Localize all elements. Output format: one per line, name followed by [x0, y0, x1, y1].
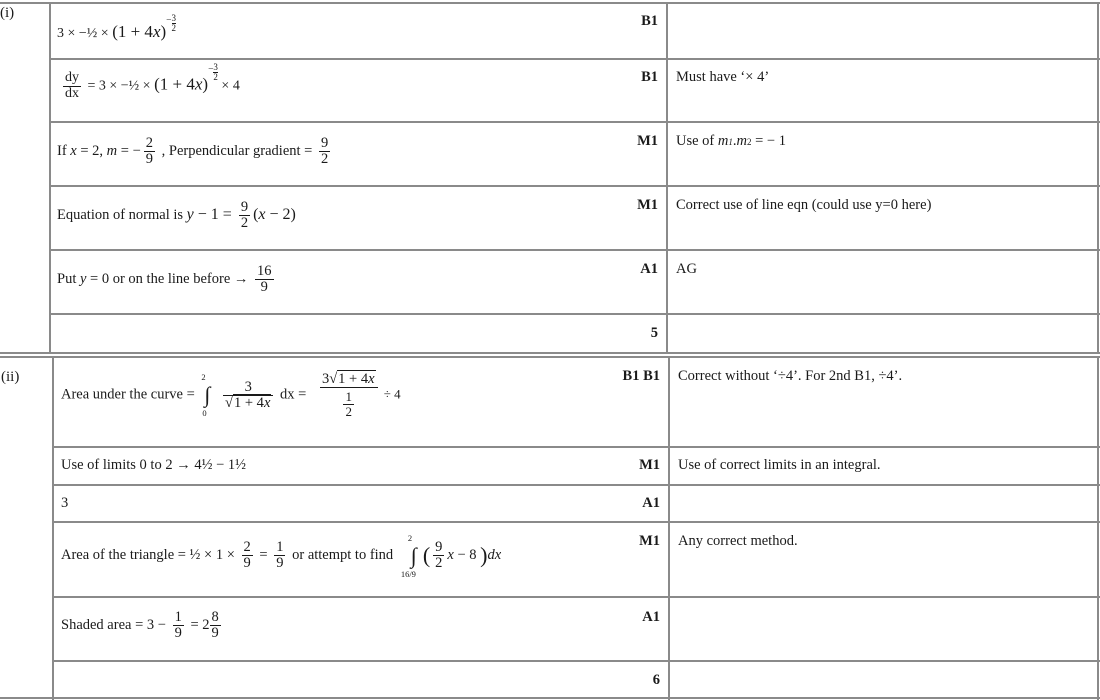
mark-cell: M1: [639, 533, 660, 549]
table-rule: [0, 697, 1100, 699]
integral-sign: 2 ∫ 0: [201, 372, 211, 419]
table-rule: [668, 356, 670, 700]
table-rule: [0, 2, 1100, 4]
mark-cell: M1: [637, 197, 658, 213]
working-row-3: If x = 2, m = − $\frac{2}{9}$ , Perpendicular gradient = $\frac{9}{2}$: [57, 135, 329, 168]
section-divider: [0, 352, 1100, 354]
working-row-2: $\frac{dy}{dx}$ = 3 × −½ × (1 + 4x)− $\frac{3}{2}$ × 4: [65, 62, 240, 101]
working-row-4: Equation of normal is y − 1 = $\frac{9}{2}$ (x − 2): [57, 199, 296, 232]
note-cell: Any correct method.: [678, 533, 798, 549]
table-rule: [49, 58, 1100, 60]
mark-cell: B1: [641, 69, 658, 85]
part-label-i: (i): [0, 5, 15, 21]
table-rule: [49, 249, 1100, 251]
working-row-10: Area of the triangle = ½ × 1 × $\frac{2}{9}$ = $\frac{1}{9}$ or attempt to find 2 ∫ 16/9 ( $\frac{9}{2}$ x − 8 )dx: [61, 532, 502, 579]
note-cell: Use of m1.m2 = − 1: [676, 133, 786, 149]
note-cell: Correct without ‘÷4’. For 2nd B1, ÷4’.: [678, 368, 903, 384]
working-row-9: 3: [61, 495, 69, 511]
table-rule: [666, 2, 668, 354]
mark-total: 6: [652, 672, 660, 688]
mark-cell: A1: [640, 261, 658, 277]
mark-cell: A1: [642, 495, 660, 511]
table-rule: [52, 521, 1100, 523]
table-rule: [49, 313, 1100, 315]
working-row-7: Area under the curve = 2 ∫ 0 $\frac{3}{√1 + 4x}$ dx = $\frac{3√1 + 4x}{\frac{1}{2}}$ ÷ 4: [61, 371, 401, 419]
table-rule: [52, 596, 1100, 598]
mark-cell: B1: [641, 13, 658, 29]
integral-sign: 2 ∫ 16/9: [400, 532, 417, 579]
table-rule: [52, 484, 1100, 486]
working-row-11: Shaded area = 3 − $\frac{1}{9}$ = 2 $\frac{8}{9}$: [61, 609, 219, 642]
table-rule: [1097, 2, 1099, 354]
mark-cell: M1: [637, 133, 658, 149]
table-rule: [49, 2, 51, 354]
working-row-8: Use of limits 0 to 2 → 4½ − 1½: [61, 457, 246, 473]
table-rule: [52, 356, 54, 700]
part-label-ii: (ii): [1, 369, 20, 385]
note-cell: AG: [676, 261, 697, 277]
section-divider: [0, 356, 1100, 358]
table-rule: [52, 446, 1100, 448]
table-rule: [1097, 356, 1099, 700]
note-cell: Correct use of line eqn (could use y=0 here): [676, 197, 932, 213]
mark-cell: A1: [642, 609, 660, 625]
table-rule: [49, 121, 1100, 123]
note-cell: Use of correct limits in an integral.: [678, 457, 881, 473]
mark-total: 5: [650, 325, 658, 341]
table-rule: [52, 660, 1100, 662]
mark-cell: M1: [639, 457, 660, 473]
note-cell: Must have ‘× 4’: [676, 69, 770, 85]
mark-cell: B1 B1: [622, 368, 660, 384]
table-rule: [49, 185, 1100, 187]
working-row-5: Put y = 0 or on the line before → $\frac{16}{9}$: [57, 263, 272, 296]
working-row-1: 3 × −½ × (1 + 4x)− $\frac{3}{2}$: [57, 13, 177, 41]
